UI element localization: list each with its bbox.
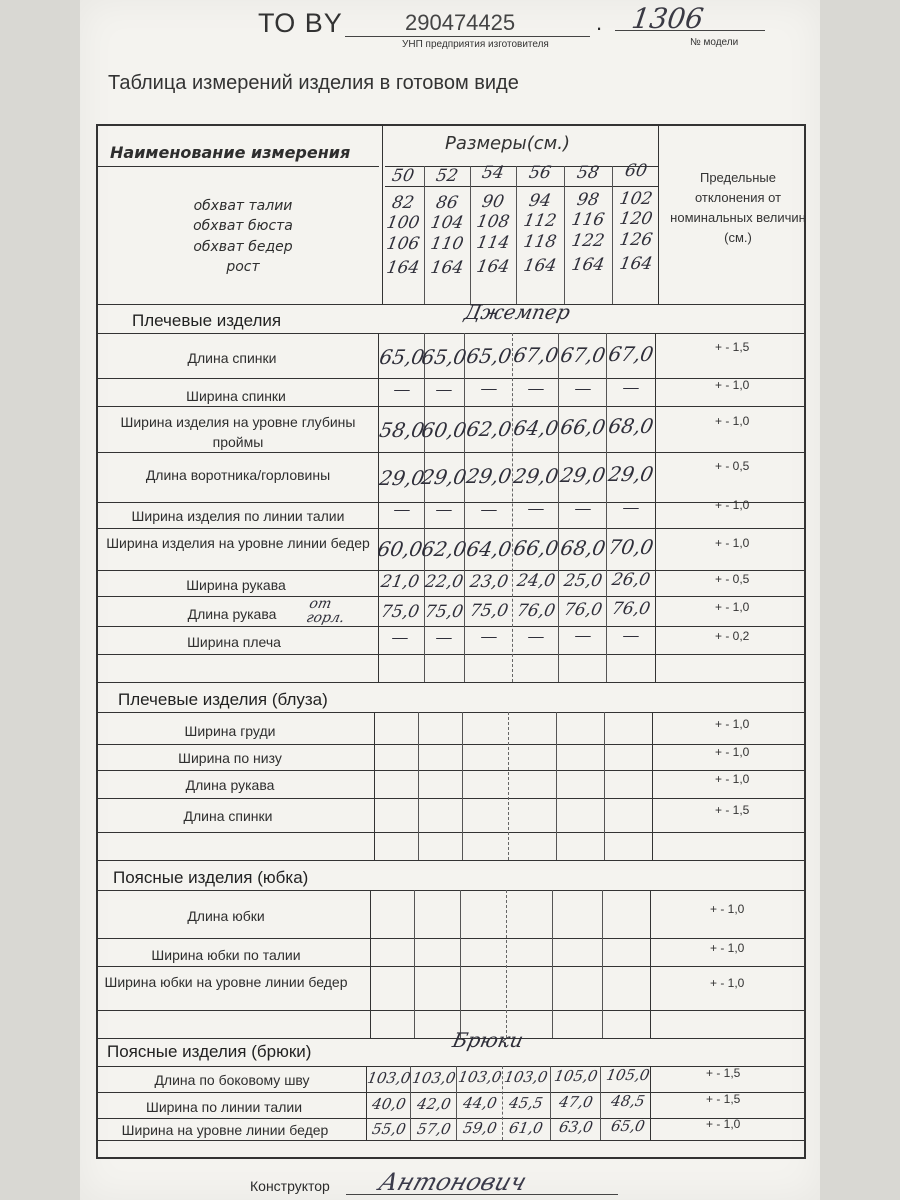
body-value: 102	[618, 189, 654, 209]
tolerance-value: + - 1,0	[710, 941, 745, 955]
cell-value: 58,0	[377, 418, 427, 442]
section-title-blouse: Плечевые изделия (блуза)	[118, 690, 328, 709]
cell-value: —	[525, 627, 547, 647]
section-title-shoulder: Плечевые изделия	[132, 311, 282, 330]
body-value: 94	[527, 191, 553, 211]
size-col-line	[512, 333, 513, 682]
size-col-line	[552, 890, 553, 1038]
sleeve-length-note: от горл.	[304, 596, 347, 626]
tolerance-value: + - 1,5	[706, 1092, 741, 1106]
cell-value: —	[572, 626, 594, 646]
size-value: 52	[434, 166, 460, 186]
tolerance-value: + - 1,0	[710, 976, 745, 990]
tolerance-col-divider	[658, 124, 659, 304]
cell-value: 103,0	[410, 1069, 458, 1087]
cell-value: 29,0	[606, 462, 656, 486]
row-divider	[96, 770, 806, 771]
body-measure-label: обхват бюста	[193, 218, 293, 234]
cell-value: —	[620, 626, 642, 646]
size-col-line	[414, 890, 415, 1038]
cell-value: 23,0	[468, 572, 510, 592]
cell-value: 60,0	[419, 418, 469, 442]
row-divider	[96, 1118, 806, 1119]
cell-value: 65,0	[609, 1117, 647, 1135]
section-title-skirt: Поясные изделия (юбка)	[113, 868, 309, 887]
cell-value: 45,5	[507, 1094, 545, 1112]
row-label: Ширина по низу	[178, 750, 282, 766]
body-value: 104	[429, 213, 465, 233]
cell-value: 47,0	[557, 1093, 595, 1111]
cell-value: 76,0	[515, 601, 557, 621]
body-value: 100	[385, 213, 421, 233]
model-number: 1306	[629, 2, 706, 35]
cell-value: —	[478, 627, 500, 647]
body-value: 164	[570, 255, 606, 275]
row-label: Длина юбки	[187, 908, 265, 924]
tolerance-value: + - 1,5	[715, 340, 750, 354]
row-divider	[96, 626, 806, 627]
unp-underline	[345, 36, 590, 37]
tolerance-value: + - 1,0	[710, 902, 745, 916]
size-col-line	[424, 166, 425, 304]
cell-value: 29,0	[464, 464, 514, 488]
cell-value: 40,0	[370, 1095, 408, 1113]
row-divider	[96, 832, 806, 833]
cell-value: —	[572, 499, 594, 519]
tolerance-value: + - 1,0	[715, 536, 750, 550]
row-divider	[96, 596, 806, 597]
cell-value: 29,0	[511, 464, 561, 488]
tolerance-value: + - 1,0	[715, 600, 750, 614]
size-col-line	[556, 712, 557, 860]
cell-value: 76,0	[610, 599, 652, 619]
section-title-trousers: Поясные изделия (брюки)	[107, 1042, 312, 1061]
row-divider	[96, 452, 806, 453]
size-col-line	[460, 890, 461, 1038]
page-title: Таблица измерений изделия в готовом виде	[108, 72, 519, 94]
header-divider-name	[96, 166, 379, 167]
product-note-jumper: Джемпер	[462, 300, 573, 324]
size-value: 54	[480, 163, 506, 183]
cell-value: 55,0	[370, 1120, 408, 1138]
tolerance-value: + - 1,0	[715, 745, 750, 759]
cell-value: 103,0	[502, 1068, 550, 1086]
cell-value: 105,0	[552, 1067, 600, 1085]
size-col-line	[604, 712, 605, 860]
size-col-line	[424, 333, 425, 682]
row-divider	[96, 860, 806, 861]
size-value: 50	[390, 166, 416, 186]
row-label: Длина воротника/горловины	[145, 467, 331, 483]
row-divider	[96, 712, 806, 713]
tolerance-value: + - 1,0	[706, 1117, 741, 1131]
cell-value: 26,0	[610, 570, 652, 590]
cell-value: 25,0	[562, 571, 604, 591]
size-col-line	[612, 166, 613, 304]
cell-value: 44,0	[461, 1094, 499, 1112]
product-note-trousers: Брюки	[450, 1028, 526, 1052]
row-label: Ширина по линии талии	[145, 1099, 303, 1115]
row-label: Длина спинки	[183, 808, 273, 824]
size-col-line	[462, 712, 463, 860]
cell-value: 61,0	[507, 1119, 545, 1137]
body-measure-label: обхват бедер	[193, 239, 293, 255]
row-label: Длина по боковому шву	[154, 1072, 310, 1088]
body-value: 108	[475, 212, 511, 232]
row-divider	[96, 890, 806, 891]
row-divider	[96, 1066, 806, 1067]
size-col-line	[558, 333, 559, 682]
row-label: Ширина юбки на уровне линии бедер	[104, 974, 348, 990]
cell-value: 75,0	[379, 602, 421, 622]
cell-value: 24,0	[515, 571, 557, 591]
body-value: 164	[522, 256, 558, 276]
row-divider	[96, 966, 806, 967]
size-col-line	[516, 166, 517, 304]
body-value: 110	[429, 234, 465, 254]
row-divider	[96, 528, 806, 529]
tolerance-col-line	[655, 333, 656, 682]
cell-value: —	[525, 499, 547, 519]
cell-value: 67,0	[606, 342, 656, 366]
row-label: Ширина спинки	[186, 388, 286, 404]
cell-value: 64,0	[511, 416, 561, 440]
body-value: 98	[575, 190, 601, 210]
cell-value: 66,0	[511, 536, 561, 560]
cell-value: 29,0	[377, 466, 427, 490]
row-divider	[96, 938, 806, 939]
body-value: 126	[618, 230, 654, 250]
cell-value: —	[433, 500, 455, 520]
body-measure-label: обхват талии	[193, 198, 293, 214]
label-col-line	[370, 890, 371, 1038]
header-dot: .	[596, 10, 603, 35]
cell-value: 60,0	[375, 537, 425, 561]
size-col-line	[606, 333, 607, 682]
row-divider	[96, 1010, 806, 1011]
cell-value: 103,0	[365, 1069, 413, 1087]
cell-value: 103,0	[456, 1068, 504, 1086]
sizes-header: Размеры(см.)	[445, 133, 570, 154]
row-label: Ширина юбки по талии	[151, 947, 301, 963]
body-value: 106	[385, 234, 421, 254]
size-col-line	[470, 166, 471, 304]
body-measure-label: рост	[226, 259, 260, 275]
tolerance-col-line	[652, 712, 653, 860]
body-value: 114	[475, 233, 511, 253]
label-col-line	[378, 333, 379, 682]
header-col-divider	[382, 124, 383, 304]
cell-value: —	[525, 379, 547, 399]
cell-value: —	[572, 379, 594, 399]
row-divider	[96, 406, 806, 407]
section-divider	[96, 304, 806, 305]
row-divider	[96, 570, 806, 571]
body-value: 86	[434, 193, 460, 213]
tolerance-value: + - 1,5	[715, 803, 750, 817]
constructor-label: Конструктор	[250, 1178, 330, 1194]
row-label: Длина рукава	[187, 606, 277, 622]
to-by-label: ТО BY	[258, 8, 343, 38]
size-col-line	[418, 712, 419, 860]
row-divider	[96, 378, 806, 379]
body-value: 90	[480, 192, 506, 212]
tolerance-value: + - 1,0	[715, 717, 750, 731]
tolerance-value: + - 0,2	[715, 629, 750, 643]
row-label: Ширина груди	[184, 723, 276, 739]
size-col-line	[600, 1066, 601, 1140]
cell-value: 67,0	[558, 343, 608, 367]
tolerance-col-line	[650, 890, 651, 1038]
row-label: Длина рукава	[185, 777, 275, 793]
cell-value: 59,0	[461, 1119, 499, 1137]
cell-value: 63,0	[557, 1118, 595, 1136]
model-underline	[615, 30, 765, 31]
cell-value: 29,0	[558, 463, 608, 487]
body-value: 122	[570, 231, 606, 251]
body-value: 164	[385, 258, 421, 278]
cell-value: 66,0	[558, 415, 608, 439]
tolerance-value: + - 0,5	[715, 572, 750, 586]
cell-value: 70,0	[606, 535, 656, 559]
constructor-signature: Антонович	[375, 1168, 531, 1196]
cell-value: 65,0	[419, 345, 469, 369]
size-col-line	[506, 890, 507, 1038]
body-value: 82	[390, 193, 416, 213]
cell-value: 62,0	[419, 537, 469, 561]
cell-value: 68,0	[606, 414, 656, 438]
cell-value: —	[433, 628, 455, 648]
size-value: 60	[623, 161, 649, 181]
size-col-line	[464, 333, 465, 682]
cell-value: 68,0	[558, 536, 608, 560]
row-label: Ширина на уровне линии бедер	[121, 1122, 329, 1138]
size-col-line	[602, 890, 603, 1038]
cell-value: —	[391, 500, 413, 520]
header-divider-sizes	[385, 166, 658, 167]
cell-value: 105,0	[604, 1066, 652, 1084]
cell-value: 65,0	[377, 345, 427, 369]
cell-value: 76,0	[562, 600, 604, 620]
model-caption: № модели	[690, 37, 739, 48]
cell-value: 29,0	[419, 465, 469, 489]
cell-value: —	[433, 380, 455, 400]
cell-value: 62,0	[464, 417, 514, 441]
body-value: 112	[522, 211, 558, 231]
unp-caption: УНП предприятия изготовителя	[402, 39, 549, 50]
tolerance-header: Предельные отклонения от номинальных величин (см.)	[670, 170, 806, 245]
size-value: 58	[575, 163, 601, 183]
cell-value: —	[478, 500, 500, 520]
cell-value: 67,0	[511, 343, 561, 367]
tolerance-col-line	[650, 1066, 651, 1140]
body-value: 164	[618, 254, 654, 274]
tolerance-value: + - 1,5	[706, 1066, 741, 1080]
body-value: 164	[475, 257, 511, 277]
cell-value: 64,0	[464, 537, 514, 561]
size-col-line	[502, 1066, 503, 1140]
cell-value: —	[389, 628, 411, 648]
label-col-line	[374, 712, 375, 860]
body-value: 118	[522, 232, 558, 252]
row-divider	[96, 333, 806, 334]
size-col-line	[550, 1066, 551, 1140]
body-value: 120	[618, 209, 654, 229]
cell-value: 42,0	[415, 1095, 453, 1113]
cell-value: —	[620, 498, 642, 518]
cell-value: 75,0	[468, 601, 510, 621]
row-divider	[96, 798, 806, 799]
body-value: 116	[570, 210, 606, 230]
row-label: Длина спинки	[187, 350, 277, 366]
row-divider	[96, 1140, 806, 1141]
unp-value: 290474425	[405, 10, 516, 35]
row-divider	[96, 1038, 806, 1039]
row-divider	[96, 744, 806, 745]
cell-value: —	[391, 380, 413, 400]
tolerance-value: + - 1,0	[715, 414, 750, 428]
row-divider	[96, 654, 806, 655]
size-value: 56	[527, 163, 553, 183]
cell-value: 48,5	[609, 1092, 647, 1110]
cell-value: 21,0	[379, 572, 421, 592]
cell-value: 65,0	[464, 344, 514, 368]
row-label: Ширина рукава	[186, 577, 286, 593]
row-divider	[96, 1092, 806, 1093]
cell-value: —	[620, 378, 642, 398]
cell-value: 22,0	[423, 572, 465, 592]
row-label: Ширина изделия на уровне глубины проймы	[120, 414, 356, 450]
tolerance-value: + - 0,5	[715, 459, 750, 473]
tolerance-value: + - 1,0	[715, 498, 750, 512]
cell-value: 75,0	[423, 602, 465, 622]
size-col-line	[456, 1066, 457, 1140]
cell-value: —	[478, 379, 500, 399]
size-col-line	[564, 166, 565, 304]
row-label: Ширина изделия на уровне линии бедер	[106, 535, 370, 551]
sizes-row-divider	[385, 186, 658, 187]
row-label: Ширина плеча	[187, 634, 281, 650]
row-divider	[96, 682, 806, 683]
row-label: Ширина изделия по линии талии	[131, 508, 345, 524]
size-col-line	[508, 712, 509, 860]
body-value: 164	[429, 258, 465, 278]
tolerance-value: + - 1,0	[715, 772, 750, 786]
cell-value: 57,0	[415, 1120, 453, 1138]
tolerance-value: + - 1,0	[715, 378, 750, 392]
name-column-header: Наименование измерения	[110, 143, 351, 162]
